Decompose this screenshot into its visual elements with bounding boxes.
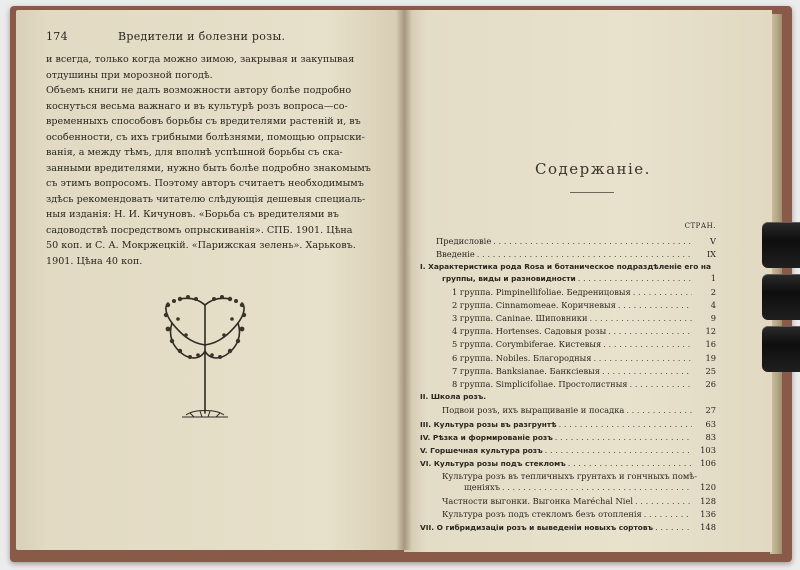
toc-entry-label: II. Школа розъ. bbox=[420, 392, 487, 402]
toc-page-number: 83 bbox=[705, 431, 716, 442]
toc-page-number: 27 bbox=[705, 405, 716, 416]
toc-page-number: 12 bbox=[705, 326, 716, 337]
toc-entry bbox=[452, 287, 716, 297]
toc-entry-label: 6 группа. Nobiles. Благородныя bbox=[452, 352, 592, 363]
toc-entry-label: III. Культура розы въ разгрунтѣ bbox=[420, 419, 557, 429]
toc-leader-dots bbox=[633, 287, 692, 297]
toc-entry-label: Введеніе bbox=[436, 249, 475, 260]
toc-entry-label: VI. Культура розы подъ стекломъ bbox=[420, 459, 566, 469]
toc-entry bbox=[452, 353, 716, 363]
contents-title: Содержаніе. bbox=[535, 160, 651, 178]
toc-page-number: 19 bbox=[705, 352, 716, 363]
toc-leader-dots bbox=[477, 249, 692, 259]
toc-entry bbox=[420, 445, 716, 455]
toc-entry bbox=[442, 509, 716, 519]
toc-leader-dots bbox=[502, 482, 692, 492]
toc-entry-line: Культура розъ въ тепличныхъ грунтахъ и гончныхъ помѣ- bbox=[442, 471, 698, 482]
toc-entry-label: Предисловіе bbox=[436, 236, 492, 246]
toc-entry bbox=[420, 458, 716, 468]
toc-entry bbox=[452, 300, 716, 310]
toc-entry-label: 2 группа. Cinnamomeae. Коричневыя bbox=[452, 299, 616, 310]
toc-entry-label: щеніяхъ bbox=[464, 482, 500, 493]
toc-page-number: 4 bbox=[710, 299, 716, 310]
toc-entry bbox=[442, 405, 716, 415]
toc-entry-label: 7 группа. Banksianae. Банксіевыя bbox=[452, 365, 600, 376]
toc-leader-dots bbox=[635, 496, 692, 506]
toc-leader-dots bbox=[493, 236, 692, 246]
table-of-contents bbox=[412, 0, 772, 560]
toc-leader-dots bbox=[555, 432, 692, 442]
toc-entry-label: Частности выгонки. Выгонка Maréchal Niel bbox=[442, 495, 634, 506]
toc-entry-label: группы, виды и разновидности bbox=[442, 274, 576, 284]
toc-page-number: IX bbox=[706, 249, 716, 260]
toc-entry bbox=[442, 273, 716, 283]
toc-entry-label: Подвои розъ, ихъ выращиваніе и посадка bbox=[442, 405, 625, 416]
toc-page-number: 16 bbox=[705, 339, 716, 350]
body-paragraph: и всегда, только когда можно зимою, закрывая и закупывая отдушины при морозной погодѣ. Объемъ книги не далъ возможности автору болѣе подробно коснуться весьма важнаго и въ культурѣ розъ вопроса—со- временныхъ способовъ борьбы съ вредителями растеній и, въ особенности, съ ихъ грибными болѣзнями, помощью опрыски- ванія, а между тѣмъ, для вполнѣ успѣшной борьбы съ ска- занными вредителями, нужно быть болѣе подробно знакомымъ съ этимъ вопросомъ. Поэтому авторъ считаетъ необходимымъ здѣсь рекомендовать читателю слѣдующія дешевыя специаль- ныя изданія: Н. И. Кичуновъ. «Борьба съ вредителями въ садоводствѣ посредствомъ опрыскиванія». СПБ. 1901. Цѣна 50 коп. и С. А. Мокржецкій. «Парижская зелень». Харьковъ. 1901. Цѣна 40 коп. bbox=[46, 54, 371, 267]
toc-page-number: 136 bbox=[700, 508, 716, 519]
binder-clip bbox=[762, 326, 800, 372]
page-number: 174 bbox=[46, 30, 68, 43]
toc-page-number: 106 bbox=[700, 458, 716, 469]
toc-entry bbox=[452, 326, 716, 336]
page-column-header: СТРАН. bbox=[684, 222, 716, 230]
toc-entry bbox=[420, 392, 716, 401]
toc-leader-dots bbox=[626, 405, 692, 415]
rose-standard-tree-icon bbox=[150, 285, 260, 425]
toc-page-number: 2 bbox=[710, 286, 716, 297]
toc-entry bbox=[452, 313, 716, 323]
toc-entry-label: 5 группа. Corymbiferae. Кистевыя bbox=[452, 339, 602, 350]
toc-entry bbox=[442, 496, 716, 506]
toc-entry-label: VII. О гибридизаціи розъ и выведеніи новыхъ сортовъ bbox=[420, 523, 654, 532]
toc-entry-label: V. Горшечная культура розъ bbox=[420, 446, 543, 455]
toc-page-number: 128 bbox=[700, 495, 716, 506]
toc-page-number: 148 bbox=[700, 522, 716, 532]
running-title: Вредители и болезни розы. bbox=[118, 30, 286, 43]
toc-entry-line: I. Характеристика рода Rosa и ботаническое подраздѣленіе его на bbox=[420, 262, 712, 272]
toc-page-number: 26 bbox=[705, 379, 716, 389]
toc-page-number: V bbox=[710, 236, 716, 246]
toc-page-number: 103 bbox=[700, 445, 716, 455]
toc-leader-dots bbox=[559, 419, 692, 429]
toc-leader-dots bbox=[589, 313, 692, 323]
toc-page-number: 63 bbox=[705, 418, 716, 429]
binder-clip bbox=[762, 222, 800, 268]
toc-entry-label: 1 группа. Pimpinellifoliae. Бедреницовыя bbox=[452, 286, 631, 297]
toc-leader-dots bbox=[578, 273, 692, 283]
toc-entry bbox=[452, 379, 716, 389]
toc-leader-dots bbox=[655, 522, 692, 532]
toc-entry bbox=[452, 339, 716, 349]
toc-leader-dots bbox=[630, 379, 692, 389]
book-gutter bbox=[396, 10, 412, 550]
toc-leader-dots bbox=[602, 366, 692, 376]
toc-entry bbox=[436, 236, 716, 246]
toc-page-number: 9 bbox=[710, 313, 716, 323]
toc-leader-dots bbox=[594, 353, 693, 363]
toc-entry-label: 3 группа. Caninae. Шиповники bbox=[452, 313, 588, 323]
toc-entry bbox=[420, 432, 716, 442]
toc-entry bbox=[464, 482, 716, 492]
toc-page-number: 120 bbox=[700, 482, 716, 493]
toc-page-number: 25 bbox=[705, 365, 716, 376]
toc-leader-dots bbox=[603, 339, 692, 349]
toc-leader-dots bbox=[618, 300, 692, 310]
binder-clips bbox=[760, 222, 800, 374]
toc-entry bbox=[420, 522, 716, 532]
toc-entry bbox=[436, 249, 716, 259]
binder-clip bbox=[762, 274, 800, 320]
toc-entry bbox=[452, 366, 716, 376]
toc-entry-label: Культура розъ подъ стекломъ безъ отопленія bbox=[442, 508, 642, 519]
toc-leader-dots bbox=[568, 458, 692, 468]
toc-entry bbox=[420, 419, 716, 429]
toc-page-number: 1 bbox=[710, 273, 716, 284]
toc-entry-label: 4 группа. Hortenses. Садовыя розы bbox=[452, 326, 607, 337]
toc-leader-dots bbox=[545, 445, 692, 455]
toc-entry-label: 8 группа. Simplicifoliae. Простолистныя bbox=[452, 379, 628, 389]
toc-leader-dots bbox=[608, 326, 692, 336]
toc-leader-dots bbox=[644, 509, 692, 519]
toc-entry-label: IV. Рѣзка и формированіе розъ bbox=[420, 432, 553, 442]
